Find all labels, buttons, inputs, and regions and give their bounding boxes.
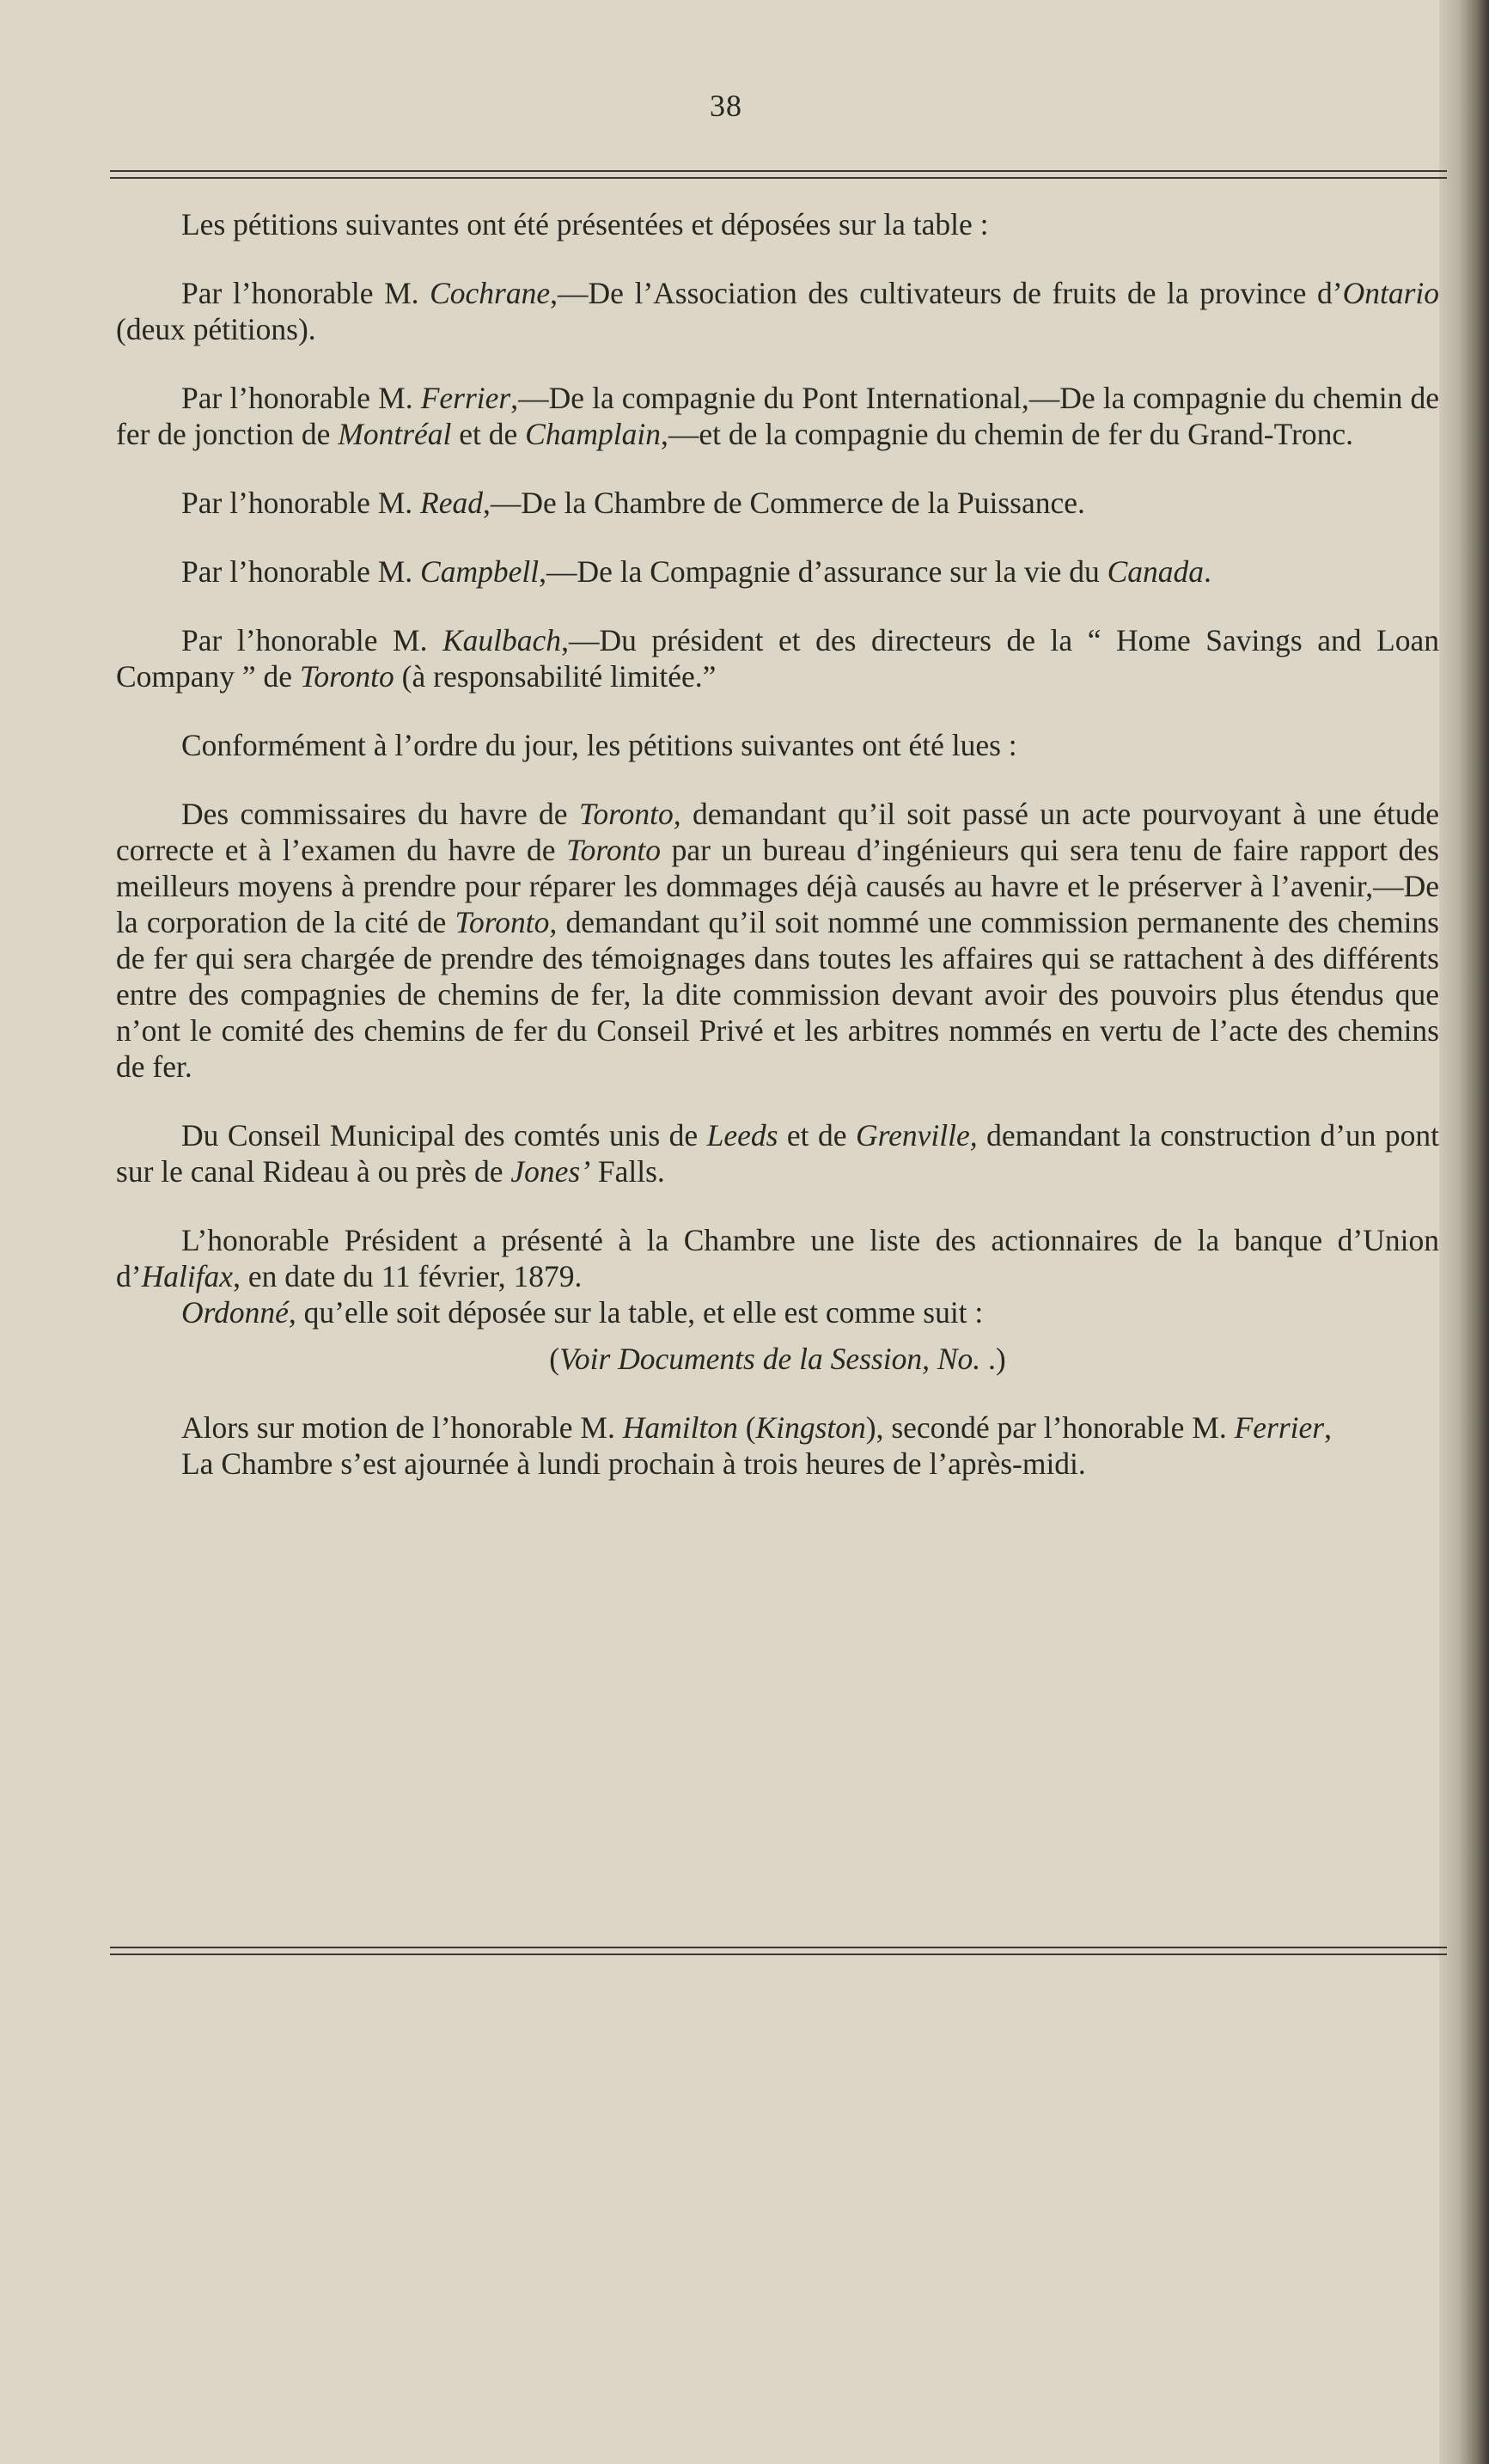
text: demandant qu’il soit nommé une commission permanente des chemins de fer qui sera chargée de prendre des témoignages dans toutes les affaires qui se rattachent à des différents entre des compagnies de chemins de fer, la dite commission devant avoir des pouvoirs plus étendus que n’ont le comité des chemins de fer du Conseil Privé et les arbitres nommés en vertu de l’acte des chemins de fer. xyxy=(116,905,1439,1084)
text: Falls. xyxy=(590,1154,665,1189)
text: Conformément à l’ordre du jour, les pétitions suivantes ont été lues : xyxy=(181,728,1017,762)
paragraph-president-list xyxy=(116,1222,1439,1294)
text: et de xyxy=(451,417,526,451)
place-name: Toronto xyxy=(299,659,394,694)
text: , xyxy=(1324,1410,1332,1445)
text: ,—De l’Association des cultivateurs de fruits de la province d’ xyxy=(550,276,1343,310)
paragraph-kaulbach xyxy=(116,622,1439,694)
text: Par l’honorable M. xyxy=(181,486,421,520)
page-edge-shadow xyxy=(1439,0,1489,2464)
page-number: 38 xyxy=(710,89,742,123)
paragraph-session-documents xyxy=(116,1341,1439,1377)
text: La Chambre s’est ajournée à lundi prochain à trois heures de l’après-midi. xyxy=(181,1446,1086,1481)
paragraph-ordered xyxy=(116,1294,1439,1330)
text: .) xyxy=(980,1342,1006,1376)
place-name: Jones’ xyxy=(510,1154,591,1189)
text: qu’elle soit déposée sur la table, et elle est comme suit : xyxy=(296,1295,984,1330)
paragraph-ferrier xyxy=(116,380,1439,452)
text: Par l’honorable M. xyxy=(181,381,421,415)
text: Par l’honorable M. xyxy=(181,554,421,589)
text: (à responsabilité limitée.” xyxy=(394,659,717,694)
text: ,—De la compagnie du Pont International,—De la compagnie du chemin de fer de jonction de xyxy=(116,381,1439,451)
text: ,—De la Chambre de Commerce de la Puissance. xyxy=(482,486,1085,520)
text: et de xyxy=(778,1118,856,1153)
paragraph-order-of-day xyxy=(116,727,1439,763)
text: demandant qu’il soit passé un acte pourvoyant à une étude correcte et à l’examen du havre de xyxy=(116,797,1439,867)
place-name: Toronto, xyxy=(455,905,558,939)
paragraph-petitions-intro xyxy=(116,206,1439,242)
text: (deux pétitions). xyxy=(116,312,316,346)
place-name: Halifax xyxy=(141,1259,234,1293)
place-name: Kingston xyxy=(755,1410,866,1445)
paragraph-motion xyxy=(116,1409,1439,1446)
text: ( xyxy=(737,1410,756,1445)
place-name: Toronto, xyxy=(578,797,681,831)
place-name: Leeds xyxy=(706,1118,778,1153)
place-name: Canada xyxy=(1107,554,1205,589)
place-name: Montréal xyxy=(338,417,452,451)
text: . xyxy=(1204,554,1211,589)
text: L’honorable Président a présenté à la Chambre une liste des actionnaires de la banque d’Union d’ xyxy=(116,1223,1439,1293)
text: ( xyxy=(549,1342,560,1376)
top-rule-second xyxy=(110,177,1447,179)
document-body xyxy=(116,206,1439,1514)
member-name: Cochrane xyxy=(430,276,551,310)
member-name: Hamilton xyxy=(622,1410,738,1445)
member-name: Campbell xyxy=(420,554,540,589)
text: Des commissaires du havre de xyxy=(181,797,579,831)
paragraph-campbell xyxy=(116,553,1439,590)
bottom-rule-second xyxy=(110,1953,1447,1955)
text: Les pétitions suivantes ont été présentées et déposées sur la table : xyxy=(181,207,989,242)
text: ,—De la Compagnie d’assurance sur la vie du xyxy=(539,554,1108,589)
paragraph-harbour-commissioners xyxy=(116,796,1439,1085)
text: Par l’honorable M. xyxy=(181,276,430,310)
text: demandant la construction d’un pont sur le canal Rideau à ou près de xyxy=(116,1118,1439,1189)
text: Alors sur motion de l’honorable M. xyxy=(181,1410,623,1445)
paragraph-adjournment xyxy=(116,1446,1439,1482)
bottom-rule xyxy=(110,1947,1447,1948)
paragraph-cochrane xyxy=(116,275,1439,347)
paragraph-municipal-council xyxy=(116,1117,1439,1189)
text: , en date du 11 février, 1879. xyxy=(233,1259,583,1293)
text: ), secondé par l’honorable M. xyxy=(865,1410,1235,1445)
member-name: Kaulbach xyxy=(442,623,562,657)
place-name: Toronto xyxy=(566,833,661,867)
place-name: Grenville, xyxy=(855,1118,978,1153)
text: Du Conseil Municipal des comtés unis de xyxy=(181,1118,707,1153)
ordered-label: Ordonné, xyxy=(181,1295,296,1330)
place-name: Ontario xyxy=(1342,276,1440,310)
member-name: Read xyxy=(420,486,483,520)
text: ,—et de la compagnie du chemin de fer du Grand-Tronc. xyxy=(660,417,1354,451)
place-name: Champlain xyxy=(525,417,661,451)
text: Par l’honorable M. xyxy=(181,623,442,657)
top-rule xyxy=(110,170,1447,172)
member-name: Ferrier xyxy=(420,381,511,415)
member-name: Ferrier xyxy=(1234,1410,1325,1445)
text: ,—Du président et des directeurs de la “ Home Savings and Loan Company ” de xyxy=(116,623,1439,694)
text: par un bureau d’ingénieurs qui sera tenu de faire rapport des meilleurs moyens à prendre pour réparer les dommages déjà causés au havre et le préserver à l’avenir,—De la corporation de la cité de xyxy=(116,833,1439,939)
paragraph-read xyxy=(116,485,1439,521)
session-document-ref: Voir Documents de la Session, No. xyxy=(559,1342,981,1376)
